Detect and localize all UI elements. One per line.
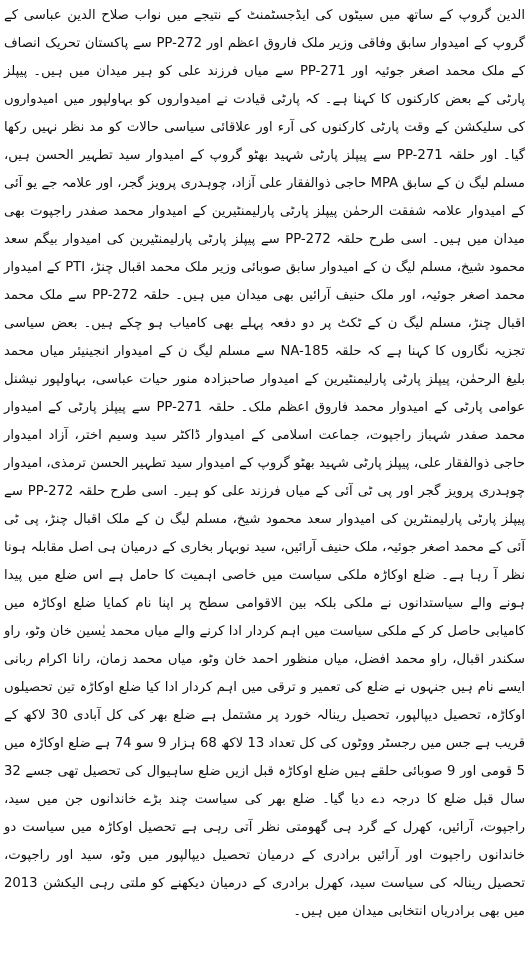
article-text: الدین گروپ کے ساتھ میں سیٹوں کی ایڈجسٹمنٹ کے نتیجے میں نواب صلاح الدین عباسی کے گروپ کے امیدوار سابق وفاقی وزیر ملک فاروق اعظم اور PP-272 سے پاکستان تحریک انصاف کے ملک محمد اصغر جوئیہ اور PP-271 سے میاں فرزند علی کو ہیر میدان میں ہیں۔ پیپلز پارٹی کے بعض کارکنوں کا کہنا ہے۔ کہ پارٹی قیادت نے امیدواروں کو بہاولپور میں امیدواروں کی سلیکشن کے وقت پارٹی کارکنوں کی آرء اور علاقائی سیاسی حالات کو مد نظر نہیں رکھا گیا۔ اور حلقہ PP-271 سے پیپلز پارٹی شہید بھٹو گروپ کے امیدوار سید تطہیر الحسن ہیں، مسلم لیگ ن کے سابق MPA حاجی ذوالفقار علی آزاد، چوہدری پرویز گجر، اور علامہ جے یو آئی کے امیدوار علامہ شفقت الرحمٰن پیپلز پارٹی پارلیمنٹیرین کے امیدوار محمد صفدر راجپوت بھی میدان میں ہیں۔ اسی طرح حلقہ PP-272 سے پیپلز پارٹی پارلیمنٹیرین کی امیدوار بیگم سعد محمود شیخ، مسلم لیگ ن کے امیدوار سابق صوبائی وزیر ملک محمد اقبال چنڑ، PTI کے امیدوار محمد اصغر جوئیہ، اور ملک حنیف آرائیں بھی میدان میں ہیں۔ حلقہ PP-272 سے ملک محمد اقبال چنڑ، مسلم لیگ ن کے ٹکٹ پر دو دفعہ پہلے بھی کامیاب ہو چکے ہیں۔ بعض سیاسی تجزیہ نگاروں کا کہنا ہے کہ حلقہ NA-185 سے مسلم لیگ ن کے امیدوار انجینیئر میاں محمد بلیغ الرحمٰن، پیپلز پارٹی پارلیمنٹیرین کے امیدوار صاحبزادہ منور حیات عباسی، بہاولپور نیشنل عوامی پارٹی کے امیدوار محمد فاروق اعظم ملک۔ حلقہ PP-271 سے پیپلز پارٹی کے امیدوار محمد صفدر شہباز راجپوت، جماعت اسلامی کے امیدوار ڈاکٹر سید وسیم اختر، آزاد امیدوار حاجی ذوالفقار علی، پیپلز پارٹی شہید بھٹو گروپ کے امیدوار سید تطہیر الحسن ترمذی، امیدوار چوہدری پرویز گجر اور پی ٹی آئی کے میاں فرزند علی کو ہیر۔ اسی طرح حلقہ PP-272 سے پیپلز پارٹی پارلیمنٹرین کی امیدوار سعد محمود شیخ، مسلم لیگ ن کے ملک اقبال چنڑ، پی ٹی آئی کے محمد اصغر جوئیہ، ملک حنیف آرائیں، سید نوبہار بخاری کے درمیان ہی اصل مقابلہ ہونا نظر آ رہا ہے۔ ضلع اوکاڑہ ملکی سیاست میں خاصی اہمیت کا حامل ہے اس ضلع میں پیدا ہونے والے سیاستدانوں نے ملکی بلکہ بین الاقوامی سطح پر اپنا نام کمایا ضلع اوکاڑہ میں کامیابی حاصل کر کے ملکی سیاست میں اہم کردار ادا کرنے والے میاں محمد یٰسین خان وٹو، راو سکندر اقبال، راو محمد افضل، میاں منظور احمد خان وٹو، میاں محمد زمان، رانا اکرام ربانی ایسے نام ہیں جنہوں نے ضلع کی تعمیر و ترقی میں اہم کردار ادا کیا ضلع اوکاڑہ تین تحصیلوں اوکاڑہ، تحصیل دیپالپور، تحصیل رینالہ خورد پر مشتمل ہے ضلع بھر کی کل آبادی 30 لاکھ کے قریب ہے جس میں رجسٹر ووٹوں کی کل تعداد 13 لاکھ 68 ہزار 9 سو 74 ہے ضلع اوکاڑہ میں 5 قومی اور 9 صوبائی حلقے ہیں ضلع اوکاڑہ قبل ازیں ضلع ساہیوال کی تحصیل تھی جسے 32 سال قبل ضلع کا درجہ دے دیا گیا۔ ضلع بھر کی سیاست چند بڑے خاندانوں جن میں سید، راجپوت، آرائیں، کھرل کے گرد ہی گھومتی نظر آتی رہی ہے تحصیل اوکاڑہ میں سیاست دو خاندانوں راجپوت اور آرائیں برادری کے درمیان تحصیل دیپالپور میں وٹو، سید اور راجپوت، تحصیل رینالہ کی سیاست سید، کھرل برادری کے درمیان دیکھنے کو ملتی رہی الیکشن 2013 میں بھی برادریاں انتخابی میدان میں ہیں۔ [4,8,526,919]
